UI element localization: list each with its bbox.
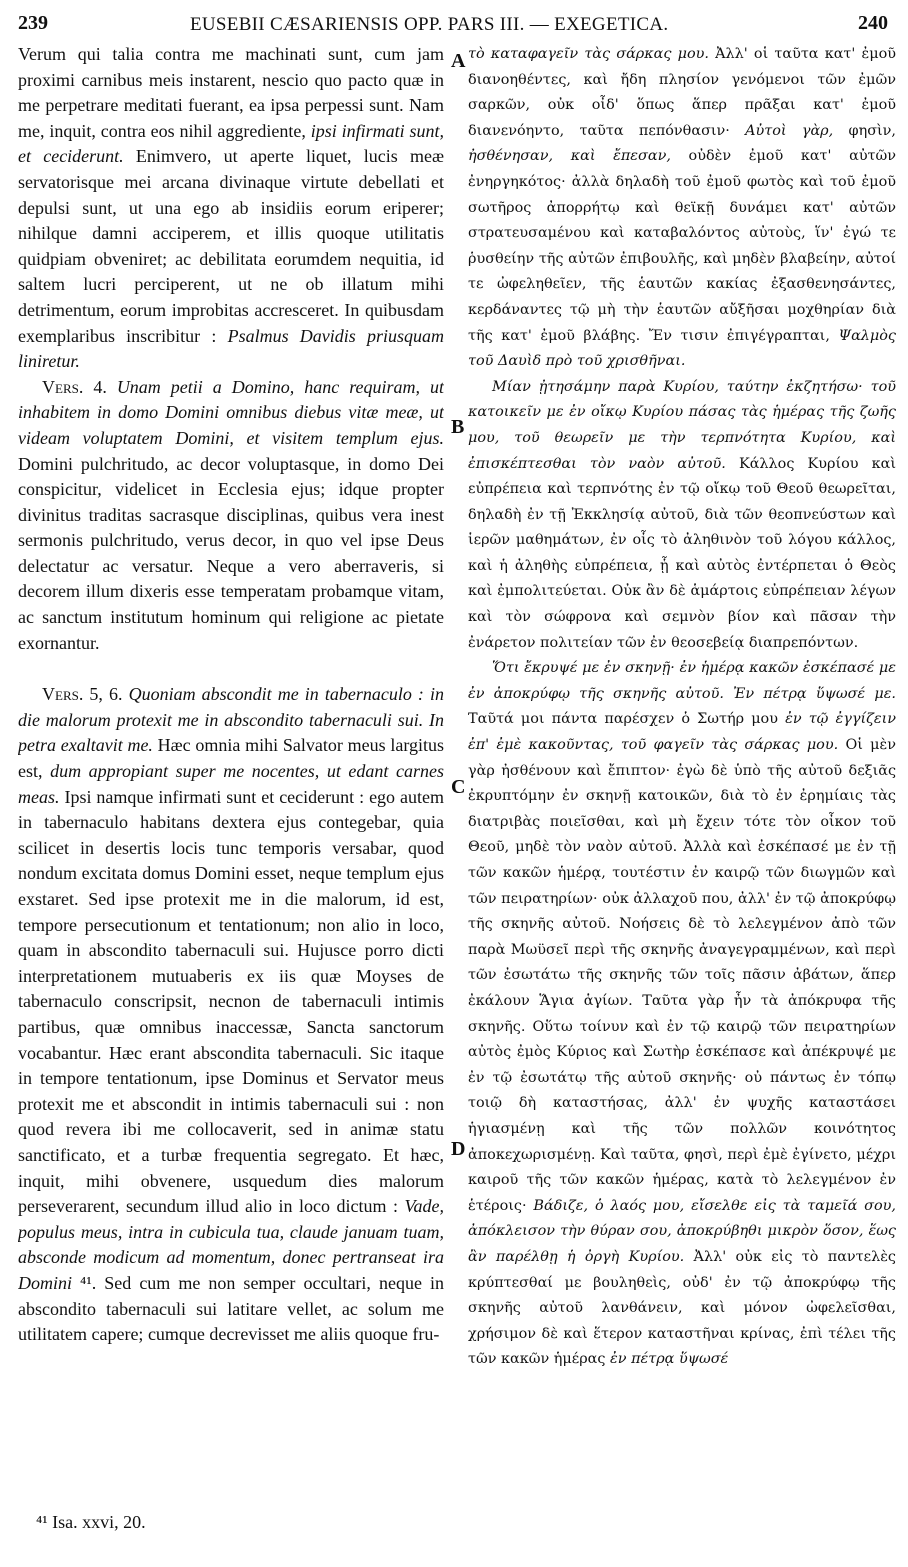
greek-verse-4	[468, 375, 896, 657]
margin-letter-a: A	[451, 50, 466, 72]
scripture-quote: Vade, populus meus, intra in cubicula tua, claude januam tuam, absconde modicum ad momentum, donec pertranseat ira Domini	[18, 1196, 444, 1293]
latin-text: Enimvero, ut aperte liquet, lucis meæ servatorisque mei arcana divinaque virtute debellati et depulsi sunt, ut una ego ab insidiis eorum eriperer; nihilque damni acciperem, et illis quoque utilitatis quidpiam obveniret; ac debilitata eorumdem nequitia, id saltem lucri perciperent, ut ne ob illatum mihi detrimentum, eorum improbitas accresceret. In quibusdam exemplaribus inscribitur :	[18, 146, 444, 346]
latin-paragraph-1	[18, 42, 444, 375]
latin-column	[18, 42, 444, 1500]
latin-verse-5-6	[18, 682, 444, 1347]
verse-commentary: Hæc omnia mihi Salvator meus largitus est,	[18, 735, 444, 782]
verse-commentary: Ipsi namque infirmati sunt et ceciderunt : ego autem in tabernaculo habitans dextera ejus contegebar, quia scilicet in desertis locis tunc temporis versabar, quod nondum excitata domus Domini esset, neque templum ejus exstaret. Sed ipse protexit me in die malorum, id est, tempore persecutionum et tentationum; non alio in loco, quam in abscondito tabernaculi sui. Hujusce porro dicti interpretationem mutuaberis ex iis quæ Moyses de tabernaculo conscripsit, necnon de tabernaculi intimis partibus, quæ omnibus inaccessæ, Sancta sanctorum vocabantur. Hæc erant abscondita tabernaculi. Sic itaque in tempore tentationum, ipse Dominus et Servator meus protexit me et abscondit in intimis tabernaculi sui : non quod revera ibi me collocaverit, sed in animæ statu sanctificato, et a turbæ frequentia segregato. Et hæc, inquit, mihi obvenere, usquedum dies malorum perseverarent, secundum illud alio in loco dictum :	[18, 786, 444, 1217]
verse-quote: Unam petii a Domino, hanc requiram, ut inhabitem in domo Domini omnibus diebus vitæ meæ, ut videam voluptatem Domini, et visitem templum ejus.	[18, 376, 444, 448]
scripture-quote: Βάδιζε, ὁ λαός μου, εἴσελθε εἰς τὰ ταμεῖά σου, ἀπόκλεισον τὴν θύραν σου, ἀποκρύβηθι μικρὸν ὅσον, ἕως ἂν παρέλθῃ ἡ ὀργὴ Κυρίου.	[468, 1197, 896, 1265]
greek-column	[468, 42, 896, 1500]
margin-letter-d: D	[451, 1138, 466, 1160]
latin-verse-4	[18, 375, 444, 657]
verse-label: Vers. 5, 6.	[42, 684, 123, 705]
verse-commentary: . Sed cum me non semper occultari, neque in abscondito tabernaculi sui latitare vellet, ac solum me utilitatem capere; cumque decrevisset me aliis quoque fru-	[18, 1272, 444, 1345]
latin-title: Psalmus Davidis priusquam liniretur.	[18, 325, 444, 372]
page-number-right: 240	[858, 12, 888, 34]
verse-quote: ἐν τῷ ἐγγίζειν ἐπ' ἐμὲ κακοῦντας, τοῦ φαγεῖν τὰς σάρκας μου.	[468, 711, 896, 754]
verse-commentary: Ἀλλ' οὐκ εἰς τὸ παντελὲς κρύπτεσθαί με βουληθεὶς, οὐδ' ἐν τῷ ἀποκρύφῳ τῆς σκηνῆς αὐτοῦ λανθάνειν, καὶ μόνον ὠφελεῖσθαι, χρήσιμον δὲ καὶ ἕτερον καταστῆναι κρίνας, ἐπὶ τέλει τῆς τῶν κακῶν ἡμέρας	[468, 1248, 896, 1368]
greek-title: Ψαλμὸς τοῦ Δαυὶδ πρὸ τοῦ χρισθῆναι.	[468, 327, 896, 370]
verse-quote: ἐν πέτρᾳ ὕψωσέ	[610, 1351, 729, 1368]
verse-quote: Μίαν ᾐτησάμην παρὰ Κυρίου, ταύτην ἐκζητήσω· τοῦ κατοικεῖν με ἐν οἴκῳ Κυρίου πάσας τὰς ἡμέρας τῆς ζωῆς μου, τοῦ θεωρεῖν με τὴν τερπνότητα Κυρίου, καὶ ἐπισκέπτεσθαι τὸν ναὸν αὐτοῦ.	[468, 378, 896, 472]
greek-text: φησὶν,	[833, 122, 896, 139]
greek-quote: ἠσθένησαν, καὶ ἔπεσαν,	[468, 148, 671, 165]
verse-quote: Quoniam abscondit me in tabernaculo : in die malorum protexit me in abscondito tabernaculi sui. In petra exaltavit me.	[18, 684, 444, 756]
verse-quote: dum appropiant super me nocentes, ut edant carnes meas.	[18, 761, 444, 807]
footnote: ⁴¹ Isa. xxvi, 20.	[36, 1512, 146, 1532]
latin-quote: ipsi infirmati sunt, et ceciderunt.	[18, 120, 444, 167]
running-title: EUSEBII CÆSARIENSIS OPP. PARS III. — EXEGETICA.	[190, 14, 669, 35]
verse-commentary: Κάλλος Κυρίου καὶ εὐπρέπεια καὶ τερπνότης ἐν τῷ οἴκῳ τοῦ Θεοῦ θεωρεῖται, δηλαδὴ ἐν τῇ Ἐκκλησίᾳ αὐτοῦ, διὰ τῶν θεοπνεύστων καὶ ἱερῶν μαθημάτων, ἐν οἷς τὸ ἀληθινὸν τοῦ λόγου κάλλος, καὶ ἡ ἀληθὴς εὐπρέπεια, ᾗ καὶ αὐτὸς ἐντέρπεται ὁ Θεὸς καὶ ἐμπολιτεύεται. Οὐκ ἂν δὲ ἁμάρτοις εὐπρέπειαν λέγων καὶ τὸν σώφρονα καὶ σεμνὸν βίον καὶ πᾶσαν τὴν ἐνάρετον πολιτείαν τῶν ἐν θεοσεβείᾳ διαπρεπόντων.	[468, 455, 896, 651]
page-number-left: 239	[18, 12, 48, 34]
greek-verse-5-6	[468, 656, 896, 1373]
margin-letter-c: C	[451, 776, 466, 798]
greek-quote: τὸ καταφαγεῖν τὰς σάρκας μου.	[468, 46, 709, 62]
greek-text: οὐδὲν ἐμοῦ κατ' αὐτῶν ἐνηργηκότος· ἀλλὰ δηλαδὴ τοῦ ἐμοῦ φωτὸς καὶ τοῦ ἐμοῦ σωτῆρος ἀπορρήτῳ καὶ θεϊκῇ δυνάμει κατ' αὐτῶν στρατευσαμένου καὶ καταβαλόντος αὐτοὺς, ἵν' ἐγώ τε ῥυσθείην τῆς αὐτῶν ἐπιβουλῆς, καὶ μηδὲν βλαβείην, αὐτοί τε ὠφεληθεῖεν, τῆς ἑαυτῶν κακίας ἐξασθενησάντες, κερδάναντες τῷ μὴ τὴν ἑαυτῶν αὔξῆσαι μοχθηρίαν διὰ τῆς κατ' ἐμοῦ βλάβης. Ἔν τισιν ἐπιγέγραπται,	[468, 148, 896, 344]
verse-commentary: Ταῦτά μοι πάντα παρέσχεν ὁ Σωτήρ μου	[468, 711, 786, 728]
verse-commentary: Οἱ μὲν γὰρ ἠσθένουν καὶ ἔπιπτον· ἐγὼ δὲ ὑπὸ τῆς αὐτοῦ δεξιᾶς ἐκρυπτόμην ἐν σκηνῇ κατοικῶν, διὰ τὸ ἐν ἐρημίαις τὰς διατριβὰς ποιεῖσθαι, καὶ μὴ ἔχειν τότε τὸν οἶκον τοῦ Θεοῦ, μηδὲ τὸν ναὸν αὐτοῦ. Ἀλλὰ καὶ ἐσκέπασέ με ἐν τῇ τῶν κακῶν ἡμέρᾳ, τουτέστιν ἐν καιρῷ τῶν διωγμῶν καὶ τῶν πειρατηρίων· οὐκ ἀλλαχοῦ που, ἀλλ' ἐν τῷ ἀποκρύφῳ τῆς σκηνῆς αὐτοῦ. Νοήσεις δὲ τὸ λελεγμένον ἀπὸ τῶν παρὰ Μωϋσεῖ περὶ τῆς σκηνῆς ἀναγεγραμμένων, καὶ περὶ τῶν ἐσωτάτω τῆς σκηνῆς τῶν τοῖς πᾶσιν ἀβάτων, ἅπερ ἐκάλουν Ἅγια ἁγίων. Ταῦτα γὰρ ἦν τὰ ἀπόκρυφα τῆς σκηνῆς. Οὕτω τοίνυν καὶ ἐν τῷ καιρῷ τῶν πειρατηρίων αὐτὸς ἐμὸς Κύριος καὶ Σωτὴρ ἐσκέπασε καὶ ἀπέκρυψέ με ἐν τῷ ἐσωτάτῳ τῆς αὐτοῦ σκηνῆς· οὐ πάντως ἐν τόπῳ τοιῷ δὴ καταστήσας, ἀλλ' ἐν ψυχῆς καταστάσει ἡγιασμένῃ καὶ τῆς τῶν πολλῶν κοινότητος ἀποκεχωρισμένῃ. Καὶ ταῦτα, φησὶ, περὶ ἐμὲ ἐγίνετο, μέχρι καιροῦ τῆς τῶν κακῶν ἡμέρας, κατὰ τὸ λελεγμένον ἐν ἑτέροις·	[468, 737, 896, 1214]
page-header	[0, 8, 908, 40]
greek-text: Ἀλλ' οἱ ταῦτα κατ' ἐμοῦ διανοηθέντες, καὶ ἤδη πλησίον γενόμενοι τῶν ἐμῶν σαρκῶν, οὐκ οἶδ' ὅπως ἅπερ πρᾶξαι κατ' ἐμοῦ διανενόηντο, ταῦτα πεπόνθασιν·	[468, 46, 896, 139]
verse-quote: Ὅτι ἔκρυψέ με ἐν σκηνῇ· ἐν ἡμέρᾳ κακῶν ἐσκέπασέ με ἐν ἀποκρύφῳ τῆς σκηνῆς αὐτοῦ. Ἐν πέτρᾳ ὕψωσέ με.	[468, 660, 896, 702]
greek-quote: Αὐτοὶ γὰρ,	[745, 122, 834, 139]
greek-paragraph-1	[468, 42, 896, 375]
verse-commentary: Domini pulchritudo, ac decor voluptasque, in domo Dei conspicitur, videlicet in Ecclesia ejus; idque propter divinitus traditas sacrasque disciplinas, quibus vera inest sermonis pulchritudo, verus decor, in quo vel ipse Deus delectatur ac versatur. Neque a vero aberraveris, si decorem illum dixeris esse temperatam probamque vitam, ac sanctum institutum hominum qui religione ac pietate exornantur.	[18, 453, 444, 653]
verse-label: Vers. 4.	[42, 376, 107, 397]
latin-text: Verum qui talia contra me machinati sunt, cum jam proximi carnibus meis instarent, nescio quo pacto quæ in me perpetrare meditati fuerant, ea ipsa perpessi sunt. Nam me, inquit, contra eos nihil aggrediente,	[18, 44, 444, 141]
footnote-ref[interactable]: ⁴¹	[72, 1272, 92, 1293]
margin-letter-b: B	[451, 416, 465, 438]
